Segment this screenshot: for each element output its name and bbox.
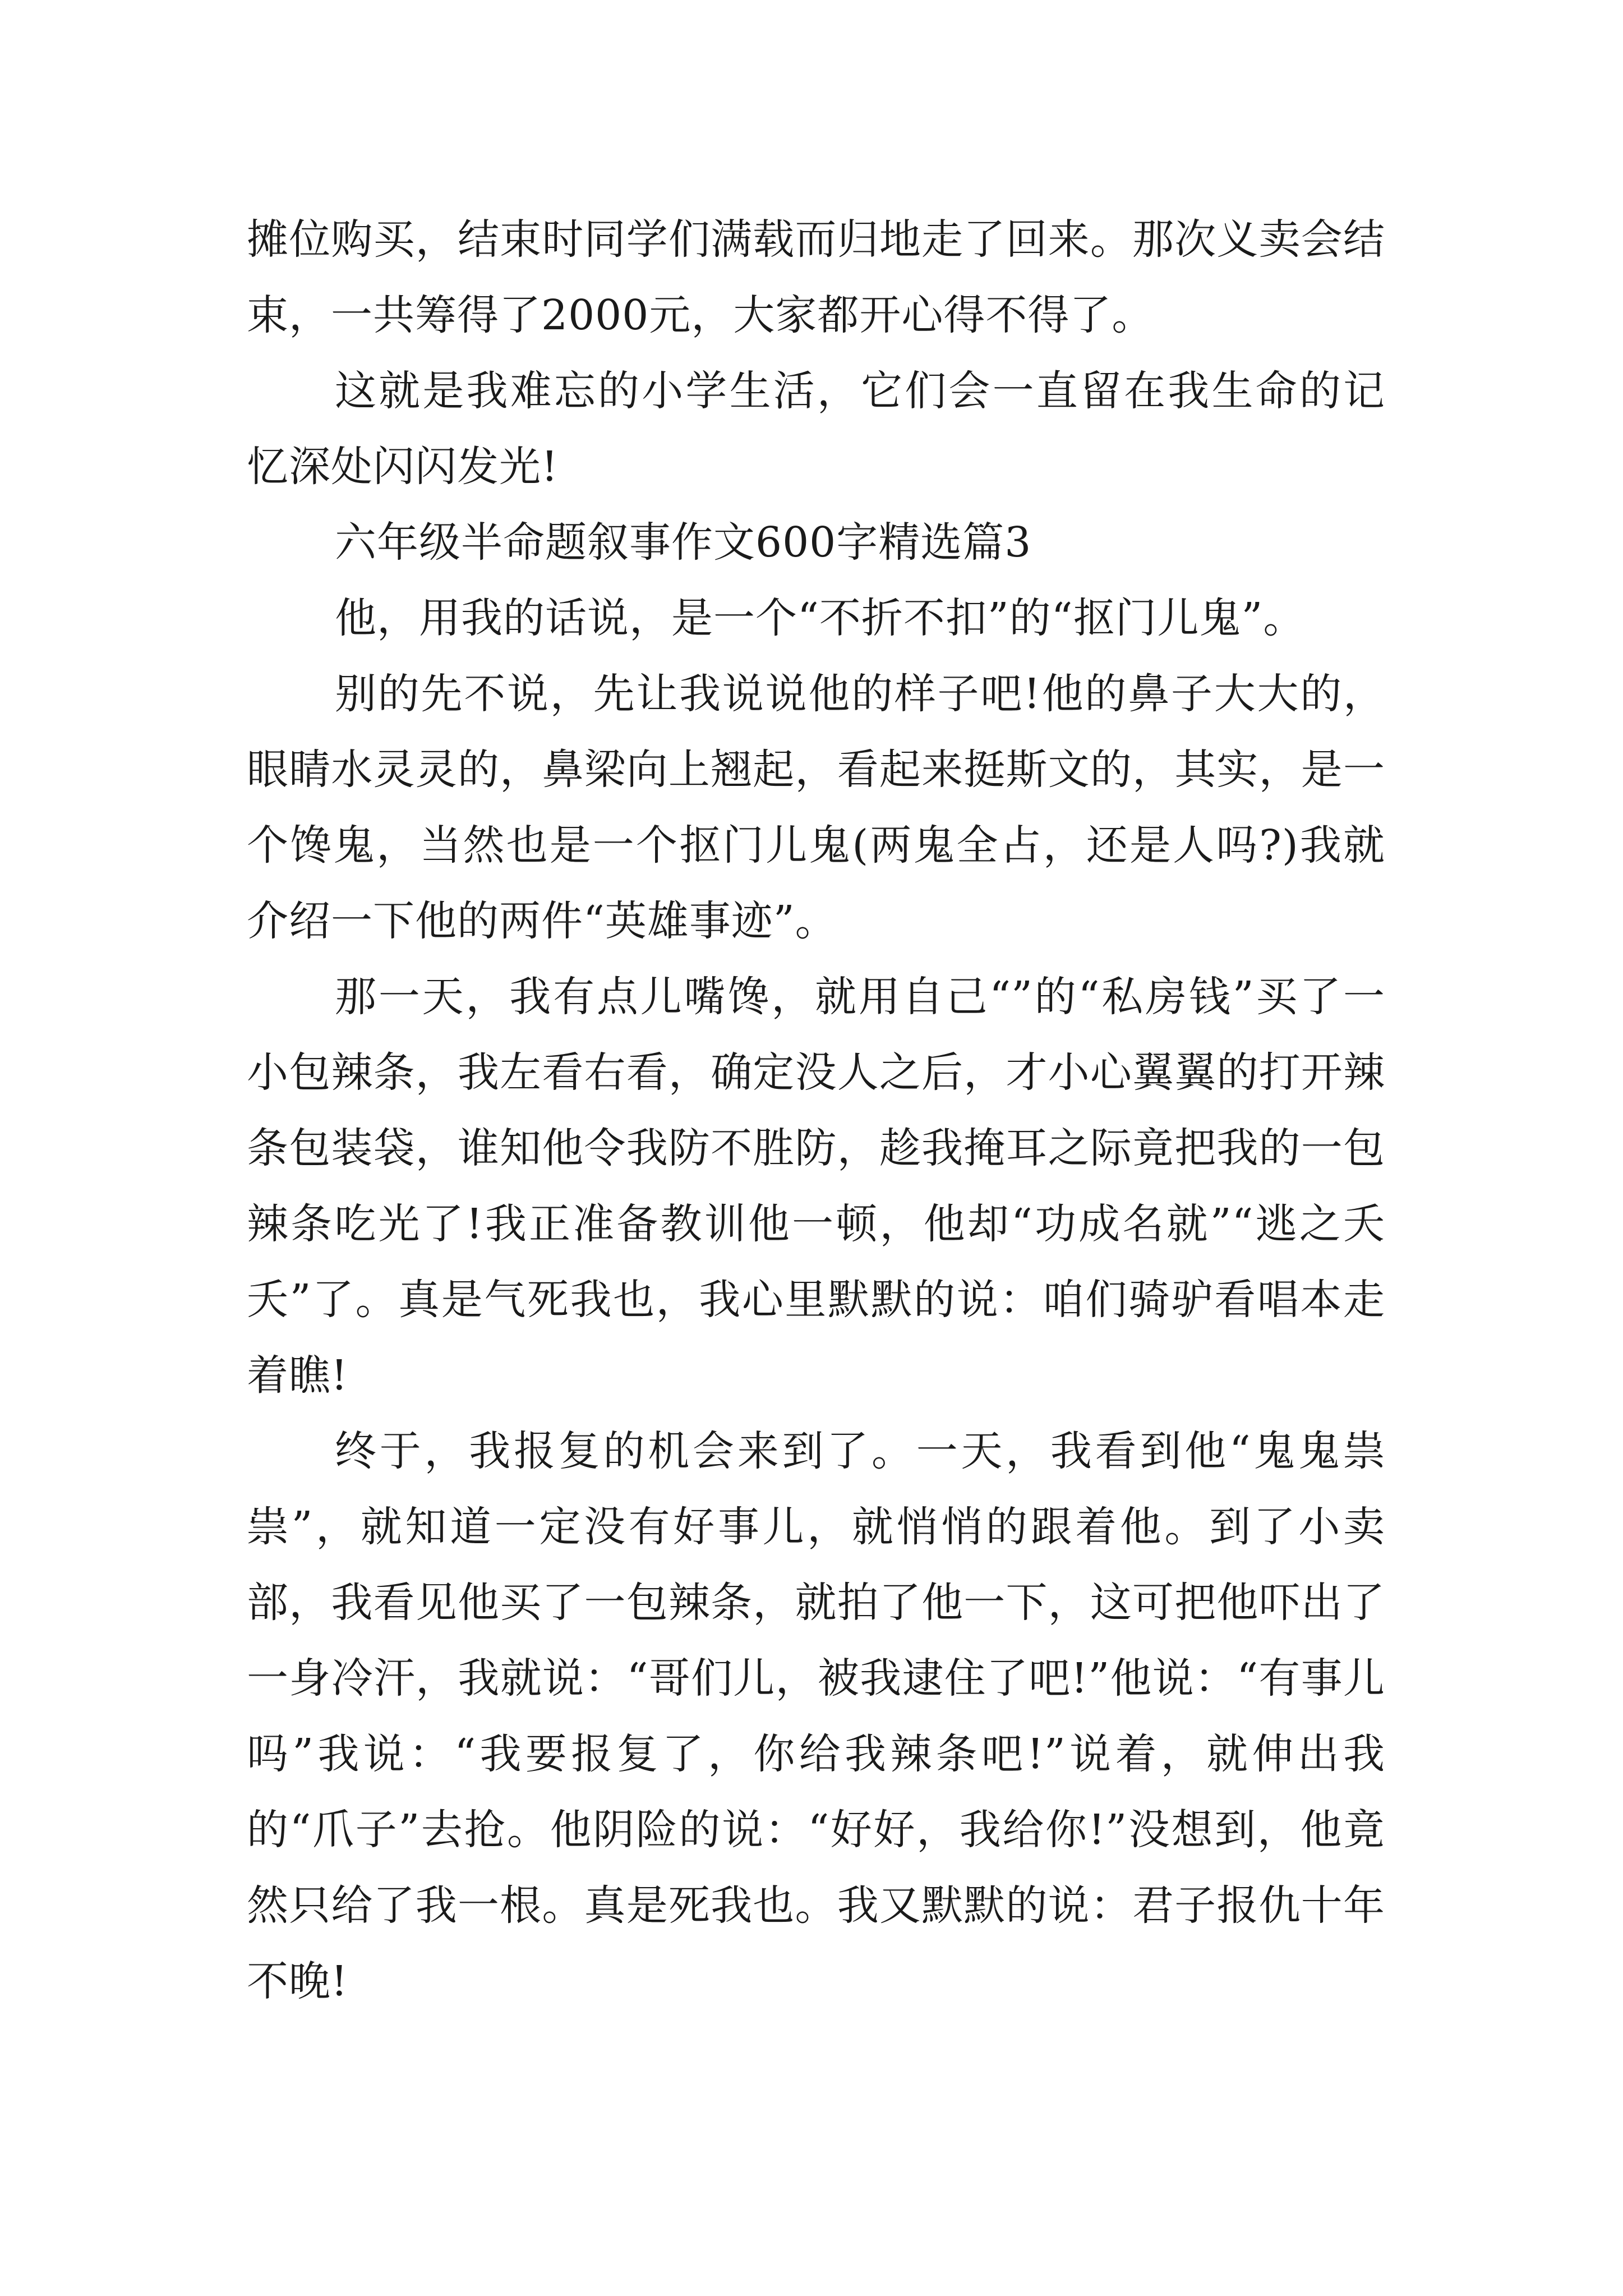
paragraph-6: 那一天，我有点儿嘴馋，就用自己“”的“私房钱”买了一小包辣条，我左看右看，确定没人之后，才小心翼翼的打开辣条包装袋，谁知他令我防不胜防，趁我掩耳之际竟把我的一包辣条吃光了!我正准备教训他一顿，他却“功成名就”“逃之夭夭”了。真是气死我也，我心里默默的说：咱们骑驴看唱本走着瞧! [247,973,1385,1400]
paragraph-4: 他，用我的话说，是一个“不折不扣”的“抠门儿鬼”。 [335,594,1306,642]
paragraph-7: 终于，我报复的机会来到了。一天，我看到他“鬼鬼祟祟”，就知道一定没有好事儿，就悄悄的跟着他。到了小卖部，我看见他买了一包辣条，就拍了他一下，这可把他吓出了一身冷汗，我就说：“哥们儿，被我逮住了吧!”他说：“有事儿吗”我说：“我要报复了，你给我辣条吧!”说着，就伸出我的“爪子”去抢。他阴险的说：“好好，我给你!”没想到，他竟然只给了我一根。真是死我也。我又默默的说：君子报仇十年不晚! [247,1427,1385,2005]
paragraph-5: 别的先不说，先让我说说他的样子吧!他的鼻子大大的，眼睛水灵灵的，鼻梁向上翘起，看起来挺斯文的，其实，是一个馋鬼，当然也是一个抠门儿鬼(两鬼全占，还是人吗?)我就介绍一下他的两件“英雄事迹”。 [247,670,1385,945]
paragraph-1: 摊位购买，结束时同学们满载而归地走了回来。那次义卖会结束，一共筹得了2000元，大家都开心得不得了。 [247,215,1385,339]
section-heading: 六年级半命题叙事作文600字精选篇3 [335,518,1032,567]
document-body [247,202,1385,2019]
paragraph-2: 这就是我难忘的小学生活，它们会一直留在我生命的记忆深处闪闪发光! [247,367,1385,491]
